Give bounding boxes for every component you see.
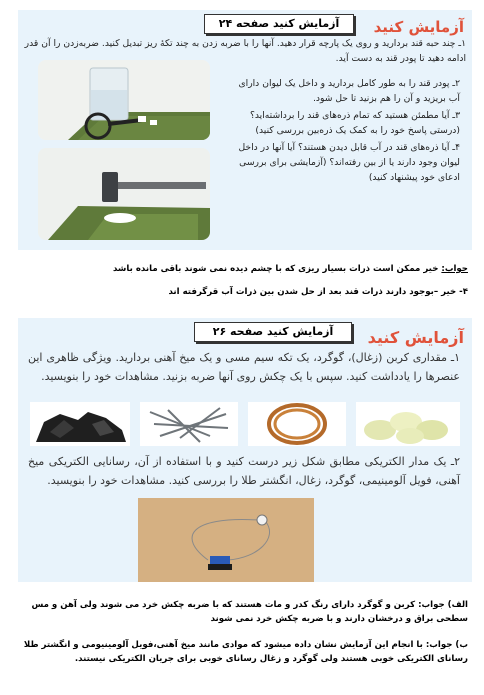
- sulfur-photo: [356, 402, 460, 446]
- nails-photo: [140, 402, 238, 446]
- experiment-heading: آزمایش کنید: [367, 328, 464, 347]
- hammer-illustration: [38, 148, 210, 240]
- nails-illustration: [140, 402, 238, 446]
- step-1-text: ۱ـ مقداری کربن (زغال)، گوگرد، یک تکه سیم مسی و یک میخ آهنی بردارید. ویژگی ظاهری این عنصرها را یادداشت کنید. سپس با یک چکش روی آنها ضربه بزنید. مشاهدات خود را بنویسید.: [28, 351, 460, 383]
- step-3-text: ۳ـ آیا مطمئن هستید که تمام ذره‌های قند را برداشته‌اید؟ (درستی پاسخ خود را به کمک یک ذره‌بین بررسی کنید): [249, 110, 460, 136]
- copper-wire-photo: [248, 402, 346, 446]
- answer-1-text: خیر ممکن است ذرات بسیار ریزی که با چشم دیده نمی شوند باقی مانده باشد: [112, 264, 439, 274]
- circuit-illustration: [138, 498, 314, 582]
- answer-4-text: ۴- خیر –بوجود دارند ذرات قند بعد از حل شدن بین ذرات آب قرگرفته اند: [168, 287, 468, 297]
- sulfur-illustration: [356, 402, 460, 446]
- answer-a-text: الف) جواب: کربن و گوگرد دارای رنگ کدر و مات هستند که با ضربه چکش خرد می شوند ولی آهن و مس سطحی براق و درخشان دارند و با ضربه چکش خرد نمی شوند: [31, 600, 468, 624]
- sugar-glass-photo: [38, 60, 210, 140]
- step-4-text: ۴ـ آیا ذره‌های قند در آب قابل دیدن هستند؟ آیا آنها در داخل لیوان وجود دارند یا از بین رفته‌اند؟ (آزمایشی برای بررسی ادعای خود پیشنهاد کنید): [238, 142, 460, 183]
- experiment-box-page-26: [18, 318, 472, 582]
- hammer-sugar-photo: [38, 148, 210, 240]
- answer-label: جواب:: [441, 264, 468, 274]
- section-title-page-24: آزمایش کنید صفحه ۲۴: [204, 14, 354, 34]
- step-2-text: ۲ـ یک مدار الکتریکی مطابق شکل زیر درست کنید و با استفاده از آن، رسانایی الکتریکی میخ آهنی، فویل آلومینیمی، گوگرد، زغال، انگشتر طلا را بررسی کنید. مشاهدات خود را بنویسید.: [28, 455, 460, 487]
- coal-photo: [30, 402, 130, 446]
- section-title-page-26: آزمایش کنید صفحه ۲۶: [194, 322, 352, 342]
- sugar-glass-illustration: [38, 60, 210, 140]
- copper-wire-illustration: [248, 402, 346, 446]
- circuit-photo: [138, 498, 314, 582]
- step-1-text: ۱ـ چند حبه قند بردارید و روی یک پارچه قرار دهید. آنها را با ضربه زدن به چند تکهٔ ریز تبدیل کنید. ضربه‌زدن را آن قدر ادامه دهید تا پودر قند به دست آید.: [24, 38, 466, 64]
- answer-1: [14, 262, 468, 276]
- coal-illustration: [30, 402, 130, 446]
- experiment-heading: آزمایش کنید: [373, 18, 464, 36]
- experiment-box-page-24: [18, 10, 472, 250]
- answer-b-text: ب) جواب: با انجام این آزمایش نشان داده میشود که موادی مانند میخ آهنی،فویل آلومینیومی و انگشتر طلا رسانای الکتریکی خوبی هستند ولی گوگرد و زغال رسانای خوبی برای جریان الکتریکی نیستند.: [23, 640, 468, 664]
- step-2-text: ۲ـ پودر قند را به طور کامل بردارید و داخل یک لیوان دارای آب بریزید و آن را هم بزنید تا حل شود.: [238, 78, 460, 104]
